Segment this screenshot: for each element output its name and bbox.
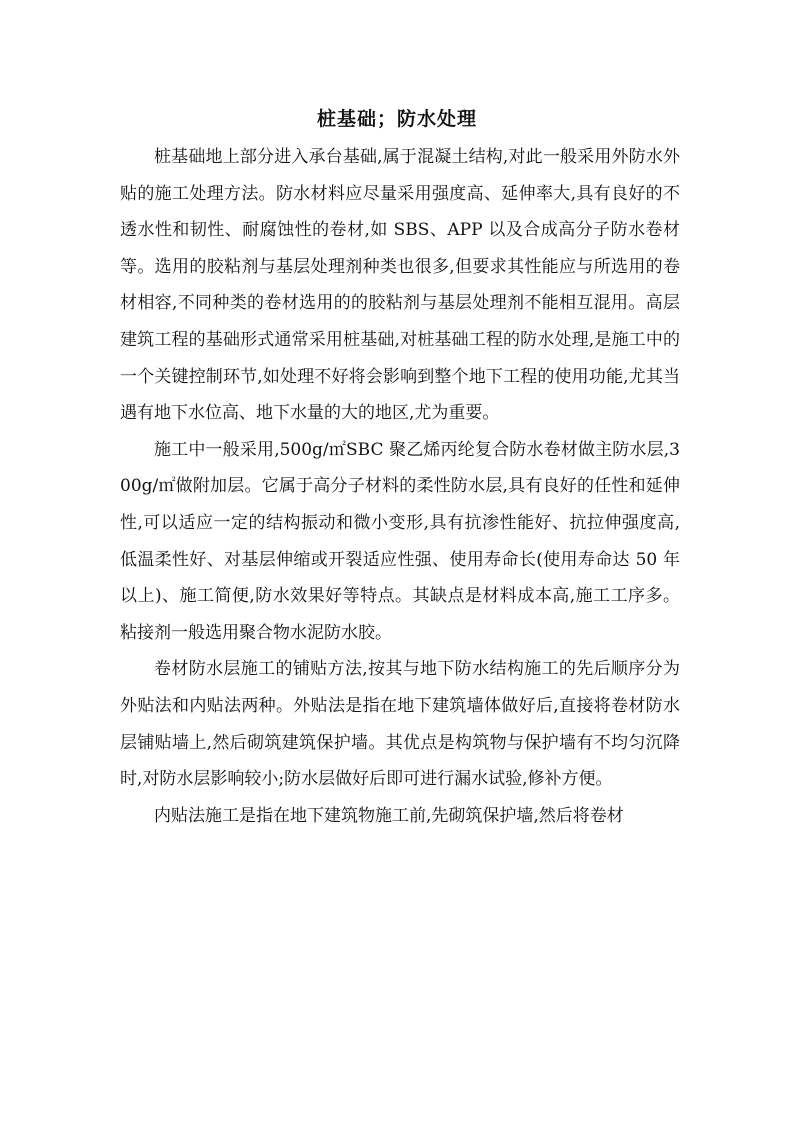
paragraph-internal-method: 内贴法施工是指在地下建筑物施工前,先砌筑保护墙,然后将卷材: [154, 805, 624, 826]
paragraph-laying-methods: 卷材防水层施工的铺贴方法,按其与地下防水结构施工的先后顺序分为外贴法和内贴法两种。外贴法是指在地下建筑墙体做好后,直接将卷材防水层铺贴墙上,然后砌筑建筑保护墙。其优点是构筑物与保护墙有不均匀沉降时,对防水层影响较小;防水层做好后即可进行漏水试验,修补方便。: [120, 659, 680, 790]
document-body: [120, 139, 680, 834]
page-title: 桩基础；防水处理: [316, 108, 477, 130]
paragraph-construction-materials: 施工中一般采用,500g/㎡SBC 聚乙烯丙纶复合防水卷材做主防水层,300g/㎡做附加层。它属于高分子材料的柔性防水层,具有良好的任性和延伸性,可以适应一定的结构振动和微小变形,具有抗渗性能好、抗拉伸强度高,低温柔性好、对基层伸缩或开裂适应性强、使用寿命长(使用寿命达 50 年以上)、施工简便,防水效果好等特点。其缺点是材料成本高,施工工序多。粘接剂一般选用聚合物水泥防水胶。: [120, 439, 680, 643]
paragraph-pile-foundation-intro: 桩基础地上部分进入承台基础,属于混凝土结构,对此一般采用外防水外贴的施工处理方法。防水材料应尽量采用强度高、延伸率大,具有良好的不透水性和韧性、耐腐蚀性的卷材,如 SBS、APP 以及合成高分子防水卷材等。选用的胶粘剂与基层处理剂种类也很多,但要求其性能应与所选用的卷材相容,不同种类的卷材选用的的胶粘剂与基层处理剂不能相互混用。高层建筑工程的基础形式通常采用桩基础,对桩基础工程的防水处理,是施工中的一个关键控制环节,如处理不好将会影响到整个地下工程的使用功能,尤其当遇有地下水位高、地下水量的大的地区,尤为重要。: [120, 147, 680, 424]
